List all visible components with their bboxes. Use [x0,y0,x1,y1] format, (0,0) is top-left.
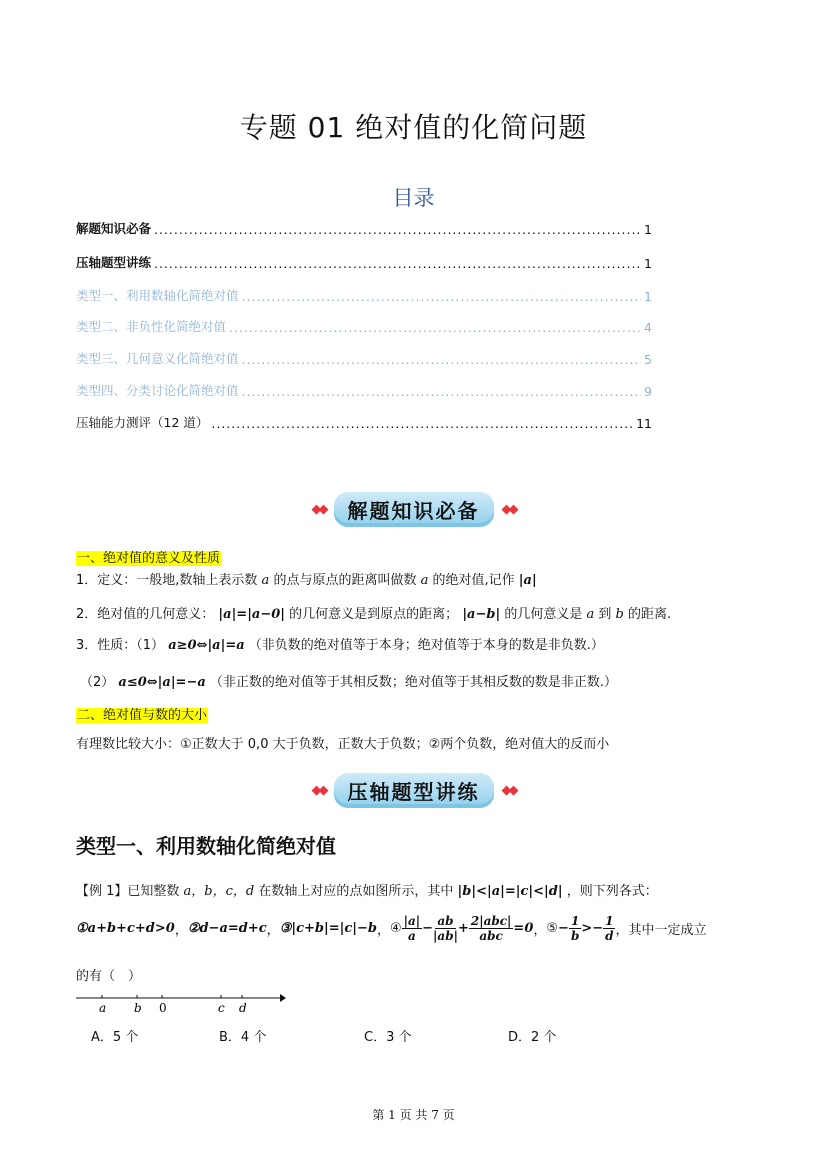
toc-item-label: 压轴题型讲练 [76,255,152,270]
toc-item-label: 类型三、几何意义化简绝对值 [76,351,239,366]
example-lead: 【例 1】已知整数 a，b，c，d 在数轴上对应的点如图所示，其中 |b|<|a|=|c|<|d| ，则下列各式： [76,884,658,899]
diamond-icon: ◆◆ [311,502,326,517]
page-title: 专题 01 绝对值的化简问题 [239,111,588,144]
toc-item-label: 类型四、分类讨论化简绝对值 [76,383,239,398]
number-line [74,990,289,1016]
comparison-line: 有理数比较大小：①正数大于 0,0 大于负数，正数大于负数；②两个负数，绝对值大的反而小 [76,737,610,752]
toc-heading: 目录 [392,186,435,210]
toc-item-label: 解题知识必备 [76,221,152,236]
toc-item[interactable] [76,413,652,431]
label-b: b [134,1001,142,1015]
type-heading: 类型一、利用数轴化简绝对值 [76,834,336,858]
diamond-icon: ◆◆ [501,783,516,798]
example-line3: 的有（ ） [76,969,142,984]
section-heading: 二、绝对值与数的大小 [77,708,208,723]
toc-item[interactable] [76,381,652,399]
section-banner [0,492,827,527]
label-a: a [99,1001,107,1015]
property-line-2: （2） a≤0⇔|a|=−a （非正数的绝对值等于其相反数；绝对值等于其相反数的数是非正数.） [80,675,618,690]
toc-item-page: 5 [644,352,652,367]
toc-item-page: 4 [644,320,652,335]
option-b[interactable]: B．4 个 [219,1030,267,1045]
option-c[interactable]: C．3 个 [364,1030,412,1045]
toc-item-label: 压轴能力测评（12 道） [76,415,209,430]
label-zero: 0 [159,1001,167,1015]
toc-item[interactable] [76,253,652,271]
property-line-1: 3．性质：（1） a≥0⇔|a|=a （非负数的绝对值等于本身；绝对值等于本身的数是非负数.） [76,638,604,653]
option-d[interactable]: D．2 个 [508,1030,557,1045]
diamond-icon: ◆◆ [311,783,326,798]
definition-line: 1．定义：一般地,数轴上表示数 a 的点与原点的距离叫做数 a 的绝对值,记作 |a| [76,573,537,588]
toc-item-label: 类型一、利用数轴化简绝对值 [76,288,239,303]
label-c: c [218,1001,225,1015]
example-statements: ①a+b+c+d>0 ， ②d−a=d+c ， ③|c+b|=|c|−b ， ④ $\frac{|a|}{a}$ − $\frac{ab}{|ab|}$ + $\frac{\text{2|abc|}}{\text{abc}}$ =0 ， ⑤ − $\frac{1}{b}$ >− $\frac{1}{d}$ ，其中一定成立 [76,914,707,943]
page-footer: 第 1 页 共 7 页 [372,1108,455,1122]
label-d: d [239,1001,247,1015]
toc-item-label: 类型二、非负性化简绝对值 [76,319,227,334]
toc-item[interactable] [76,219,652,237]
toc-item-page: 1 [644,289,652,304]
toc-item-page: 11 [636,416,652,431]
section-heading: 一、绝对值的意义及性质 [77,551,221,566]
toc-item-page: 1 [644,256,652,271]
banner-label: 压轴题型讲练 [334,773,494,808]
toc-item[interactable] [76,349,652,367]
toc-item-page: 9 [644,384,652,399]
option-a[interactable]: A．5 个 [91,1030,139,1045]
section-banner [0,773,827,808]
toc-item[interactable] [76,286,652,304]
geometric-meaning-line: 2．绝对值的几何意义： |a|=|a−0| 的几何意义是到原点的距离； |a−b| 的几何意义是 a 到 b 的距离. [76,607,672,622]
toc-item[interactable] [76,317,652,335]
banner-label: 解题知识必备 [334,492,494,527]
toc-item-page: 1 [644,222,652,237]
diamond-icon: ◆◆ [501,502,516,517]
